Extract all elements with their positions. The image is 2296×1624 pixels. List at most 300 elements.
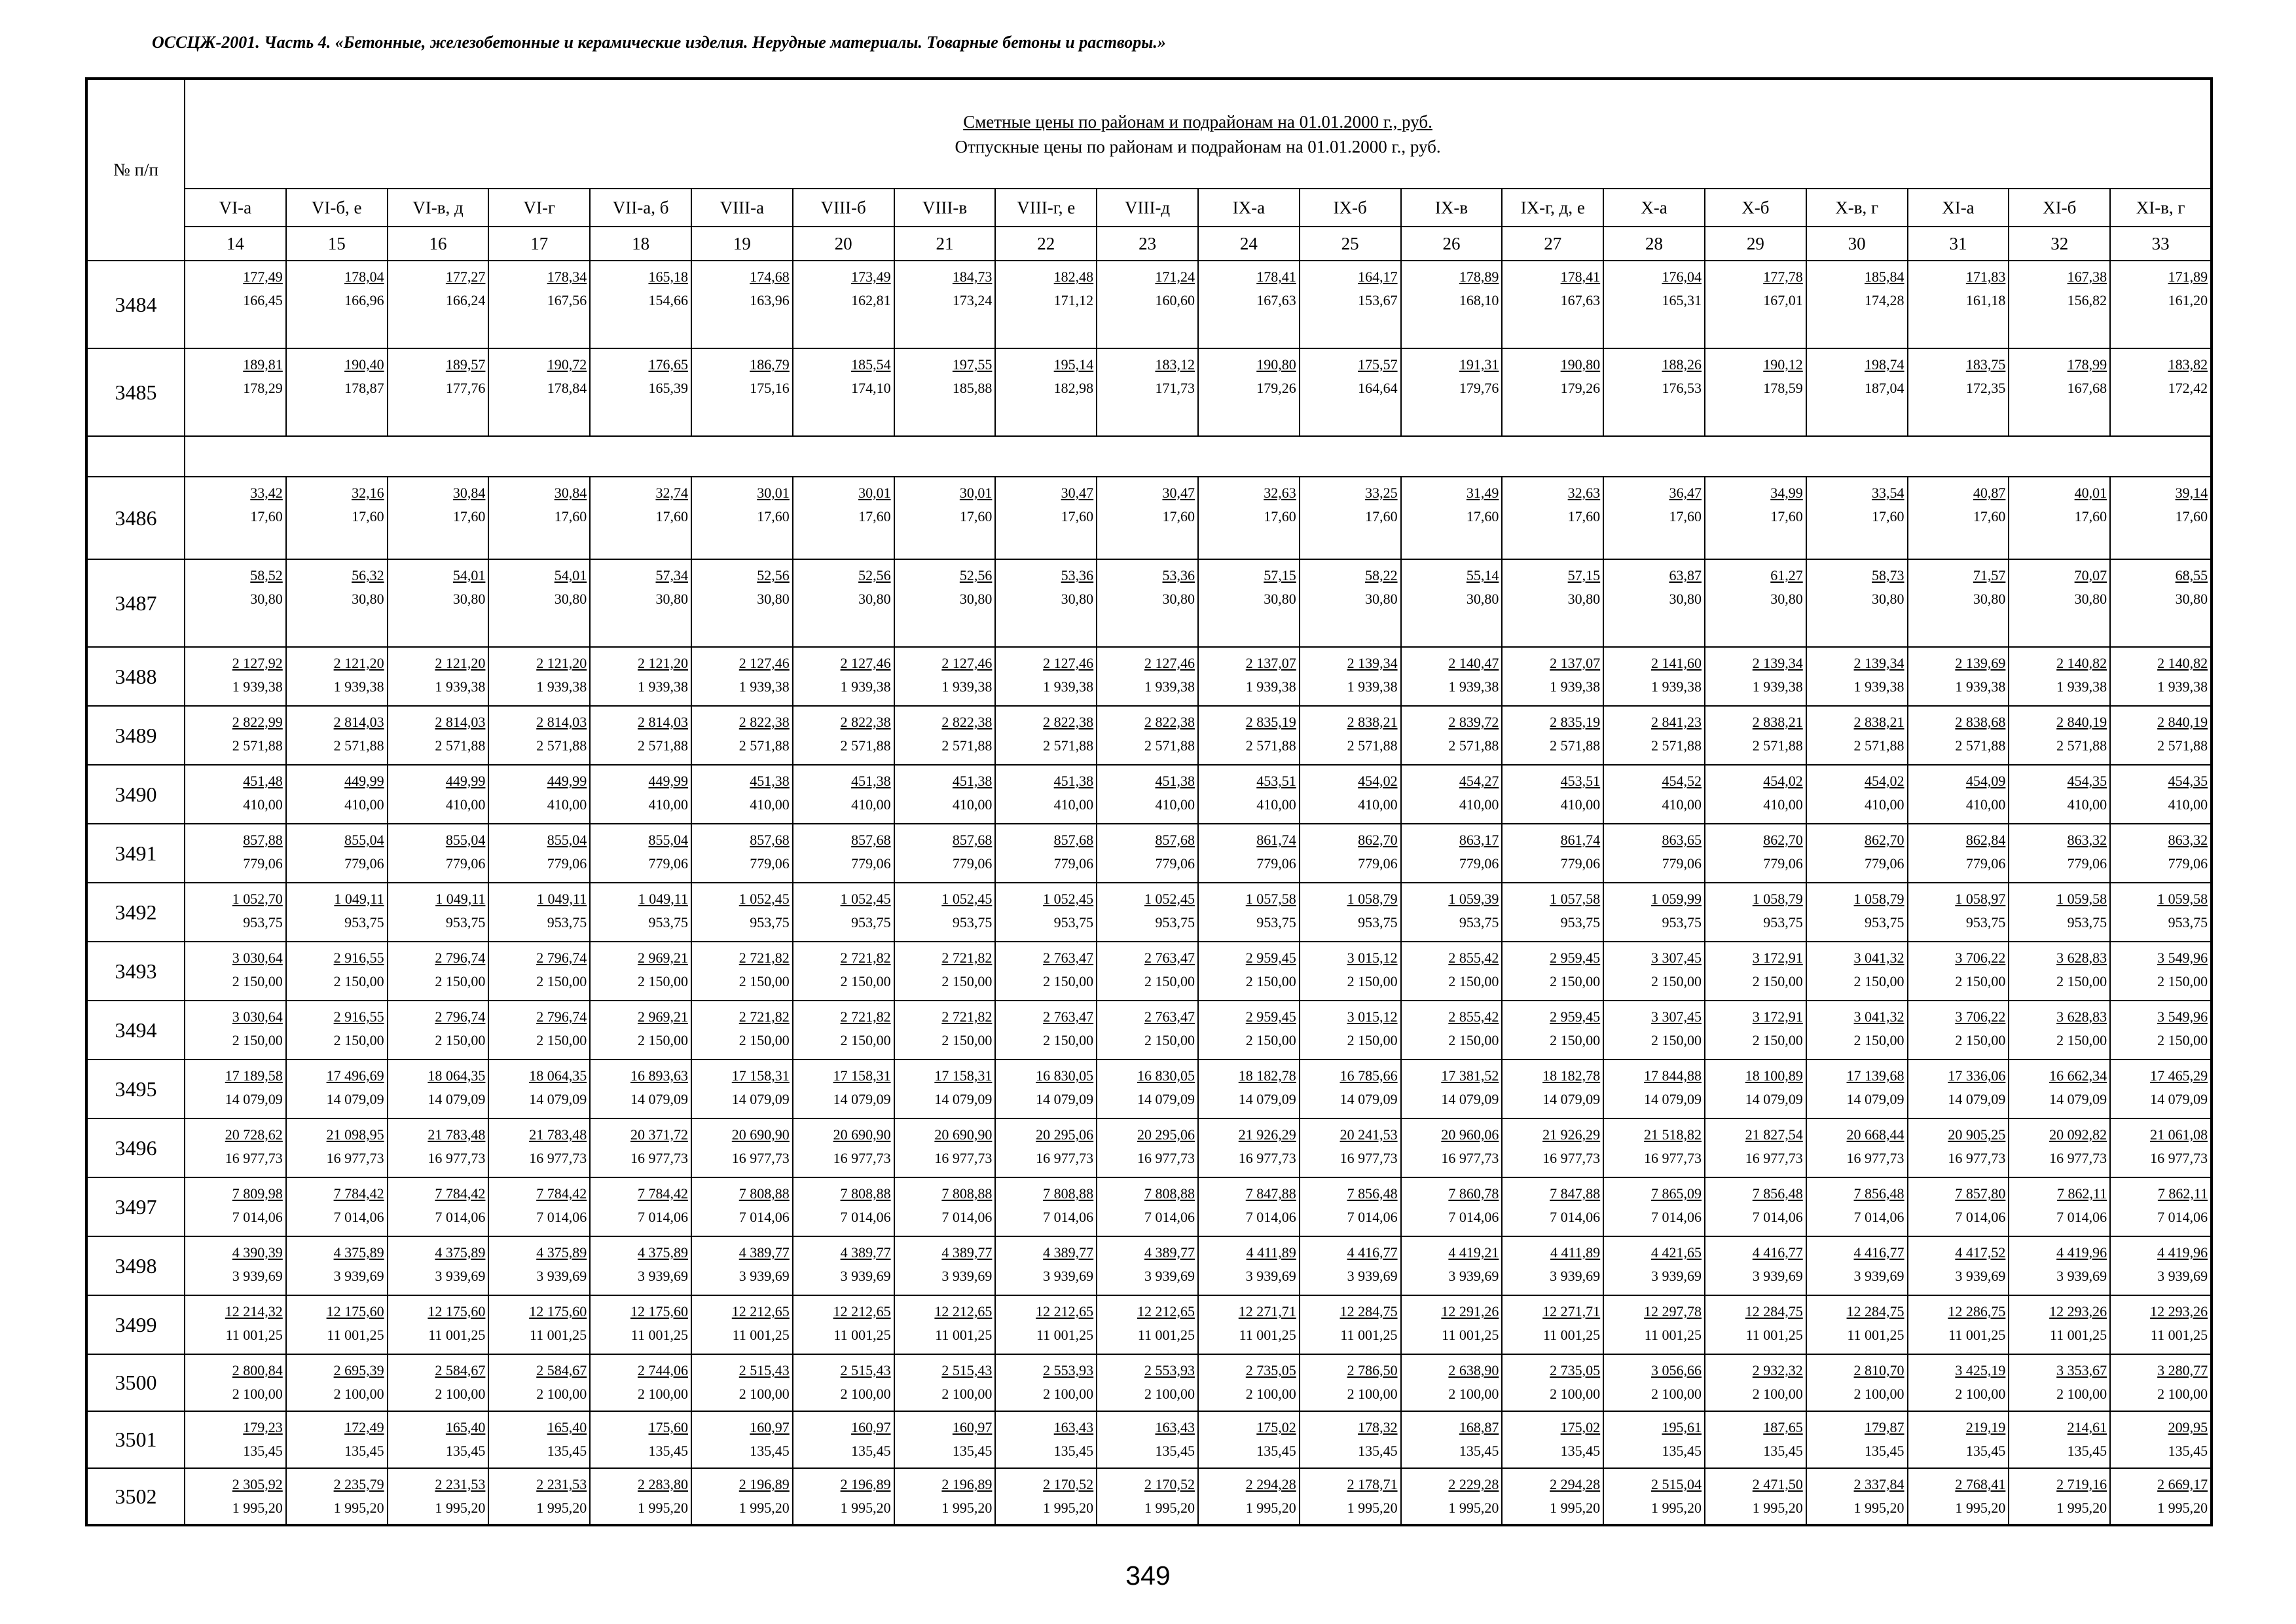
price-cell bbox=[1401, 1177, 1503, 1236]
price-cell bbox=[1908, 1236, 2009, 1295]
estimated-price: 12 212,65 bbox=[934, 1303, 993, 1320]
price-cell bbox=[590, 1177, 691, 1236]
estimated-price: 2 235,79 bbox=[333, 1476, 384, 1492]
release-price: 17,60 bbox=[2074, 508, 2107, 525]
release-price: 2 150,00 bbox=[333, 1032, 384, 1048]
table-row bbox=[86, 1001, 2212, 1060]
release-price: 135,45 bbox=[344, 1443, 384, 1459]
estimated-price: 17 844,88 bbox=[1643, 1067, 1702, 1084]
release-price: 30,80 bbox=[1872, 591, 1904, 607]
row-number: 3502 bbox=[86, 1468, 185, 1525]
price-cell bbox=[286, 559, 388, 647]
estimated-price: 4 417,52 bbox=[1955, 1244, 2006, 1261]
release-price: 410,00 bbox=[445, 796, 486, 813]
price-cell bbox=[793, 477, 894, 559]
estimated-price: 4 419,21 bbox=[1448, 1244, 1499, 1261]
release-price: 1 995,20 bbox=[1853, 1500, 1904, 1516]
estimated-price: 454,27 bbox=[1459, 773, 1499, 789]
release-price: 14 079,09 bbox=[1846, 1091, 1904, 1107]
column-header: XI-а bbox=[1908, 189, 2009, 227]
estimated-price: 16 830,05 bbox=[1137, 1067, 1195, 1084]
price-cell bbox=[2110, 477, 2212, 559]
price-cell bbox=[2110, 559, 2212, 647]
release-price: 16 977,73 bbox=[731, 1150, 790, 1166]
release-price: 2 100,00 bbox=[941, 1386, 993, 1402]
estimated-price: 7 784,42 bbox=[536, 1185, 587, 1202]
price-cell bbox=[1502, 824, 1603, 883]
release-price: 953,75 bbox=[445, 914, 486, 931]
release-price: 779,06 bbox=[648, 855, 688, 872]
release-price: 2 100,00 bbox=[1752, 1386, 1803, 1402]
estimated-price: 2 959,45 bbox=[1245, 1008, 1296, 1025]
release-price: 2 150,00 bbox=[1144, 1032, 1195, 1048]
price-cell bbox=[185, 765, 286, 824]
price-cell bbox=[590, 647, 691, 706]
price-cell bbox=[388, 1468, 489, 1525]
release-price: 182,98 bbox=[1053, 380, 1094, 396]
release-price: 11 001,25 bbox=[2150, 1327, 2208, 1343]
estimated-price: 190,72 bbox=[547, 356, 587, 373]
release-price: 953,75 bbox=[1155, 914, 1195, 931]
estimated-price: 7 862,11 bbox=[2056, 1185, 2107, 1202]
estimated-price: 453,51 bbox=[1256, 773, 1296, 789]
release-price: 3 939,69 bbox=[333, 1268, 384, 1284]
price-cell bbox=[1502, 477, 1603, 559]
release-price: 953,75 bbox=[1865, 914, 1904, 931]
price-cell bbox=[1603, 824, 1705, 883]
price-cell bbox=[1198, 824, 1300, 883]
release-price: 2 571,88 bbox=[232, 737, 283, 754]
price-cell bbox=[1603, 477, 1705, 559]
price-cell bbox=[1502, 1001, 1603, 1060]
estimated-price: 164,17 bbox=[1358, 268, 1398, 285]
estimated-price: 2 719,16 bbox=[2056, 1476, 2107, 1492]
price-cell bbox=[488, 1411, 590, 1468]
estimated-price: 7 784,42 bbox=[435, 1185, 486, 1202]
column-number: 25 bbox=[1300, 227, 1401, 261]
price-cell bbox=[1705, 1001, 1806, 1060]
price-cell bbox=[2009, 1295, 2110, 1354]
release-price: 135,45 bbox=[1155, 1443, 1195, 1459]
price-cell bbox=[1401, 1001, 1503, 1060]
release-price: 2 150,00 bbox=[637, 973, 688, 989]
price-table bbox=[85, 77, 2213, 1526]
price-cell bbox=[488, 348, 590, 436]
estimated-price: 7 808,88 bbox=[738, 1185, 790, 1202]
release-price: 11 001,25 bbox=[2049, 1327, 2107, 1343]
release-price: 2 150,00 bbox=[1955, 1032, 2006, 1048]
estimated-price: 21 098,95 bbox=[326, 1126, 384, 1143]
estimated-price: 2 721,82 bbox=[840, 1008, 891, 1025]
release-price: 779,06 bbox=[1358, 855, 1398, 872]
estimated-price: 30,01 bbox=[858, 485, 891, 501]
release-price: 174,28 bbox=[1865, 292, 1904, 308]
release-price: 135,45 bbox=[1763, 1443, 1803, 1459]
price-cell bbox=[894, 1411, 996, 1468]
price-cell bbox=[691, 1001, 793, 1060]
price-cell bbox=[488, 883, 590, 942]
release-price: 1 995,20 bbox=[840, 1500, 891, 1516]
row-number: 3496 bbox=[86, 1118, 185, 1177]
price-cell bbox=[286, 647, 388, 706]
price-cell bbox=[1198, 261, 1300, 348]
price-cell bbox=[1806, 1118, 1908, 1177]
estimated-price: 16 893,63 bbox=[630, 1067, 688, 1084]
release-price: 2 100,00 bbox=[2056, 1386, 2107, 1402]
price-cell bbox=[1502, 765, 1603, 824]
estimated-price: 178,04 bbox=[344, 268, 384, 285]
estimated-price: 7 808,88 bbox=[1144, 1185, 1195, 1202]
release-price: 178,29 bbox=[243, 380, 283, 396]
estimated-price: 1 057,58 bbox=[1550, 891, 1601, 907]
release-price: 2 571,88 bbox=[1650, 737, 1702, 754]
price-cell bbox=[995, 477, 1097, 559]
estimated-price: 2 196,89 bbox=[941, 1476, 993, 1492]
price-cell bbox=[1603, 765, 1705, 824]
release-price: 7 014,06 bbox=[637, 1209, 688, 1225]
price-cell bbox=[488, 1468, 590, 1525]
estimated-price: 2 137,07 bbox=[1245, 655, 1296, 671]
price-cell bbox=[590, 765, 691, 824]
release-price: 1 939,38 bbox=[536, 678, 587, 695]
release-price: 2 150,00 bbox=[1448, 973, 1499, 989]
estimated-price: 857,68 bbox=[750, 832, 790, 848]
release-price: 135,45 bbox=[547, 1443, 587, 1459]
price-cell bbox=[286, 1118, 388, 1177]
price-cell bbox=[286, 348, 388, 436]
price-cell bbox=[1401, 1354, 1503, 1411]
price-cell bbox=[388, 765, 489, 824]
estimated-price: 54,01 bbox=[452, 567, 486, 583]
release-price: 163,96 bbox=[750, 292, 790, 308]
estimated-price: 449,99 bbox=[547, 773, 587, 789]
estimated-price: 165,40 bbox=[445, 1419, 486, 1435]
release-price: 30,80 bbox=[554, 591, 587, 607]
release-price: 779,06 bbox=[1965, 855, 2006, 872]
estimated-price: 1 057,58 bbox=[1245, 891, 1296, 907]
price-cell bbox=[793, 1177, 894, 1236]
release-price: 3 939,69 bbox=[1347, 1268, 1398, 1284]
release-price: 7 014,06 bbox=[435, 1209, 486, 1225]
price-cell bbox=[1097, 765, 1198, 824]
table-row bbox=[86, 1295, 2212, 1354]
price-cell bbox=[1908, 706, 2009, 765]
table-row bbox=[86, 1354, 2212, 1411]
price-cell bbox=[1300, 647, 1401, 706]
release-price: 2 150,00 bbox=[1650, 1032, 1702, 1048]
price-cell bbox=[995, 1295, 1097, 1354]
estimated-price: 2 721,82 bbox=[941, 1008, 993, 1025]
price-cell bbox=[894, 1354, 996, 1411]
table-row bbox=[86, 765, 2212, 824]
column-number: 30 bbox=[1806, 227, 1908, 261]
estimated-price: 7 856,48 bbox=[1752, 1185, 1803, 1202]
estimated-price: 3 307,45 bbox=[1650, 950, 1702, 966]
column-header: VII-а, б bbox=[590, 189, 691, 227]
estimated-price: 16 785,66 bbox=[1339, 1067, 1398, 1084]
release-price: 17,60 bbox=[1770, 508, 1803, 525]
price-cell bbox=[1097, 883, 1198, 942]
release-price: 2 150,00 bbox=[1245, 1032, 1296, 1048]
price-cell bbox=[793, 706, 894, 765]
price-cell bbox=[488, 1177, 590, 1236]
estimated-price: 2 721,82 bbox=[738, 1008, 790, 1025]
release-price: 172,42 bbox=[2168, 380, 2208, 396]
table-row bbox=[86, 1118, 2212, 1177]
estimated-price: 2 800,84 bbox=[232, 1362, 283, 1378]
estimated-price: 4 375,89 bbox=[536, 1244, 587, 1261]
price-cell bbox=[2009, 824, 2110, 883]
price-cell bbox=[2009, 1411, 2110, 1468]
release-price: 30,80 bbox=[1365, 591, 1398, 607]
release-price: 162,81 bbox=[851, 292, 891, 308]
price-cell bbox=[1097, 559, 1198, 647]
estimated-price: 2 515,43 bbox=[738, 1362, 790, 1378]
release-price: 11 001,25 bbox=[327, 1327, 384, 1343]
estimated-price: 4 389,77 bbox=[1043, 1244, 1094, 1261]
estimated-price: 32,16 bbox=[352, 485, 384, 501]
release-price: 410,00 bbox=[344, 796, 384, 813]
price-cell bbox=[388, 1295, 489, 1354]
release-price: 179,26 bbox=[1256, 380, 1296, 396]
release-price: 2 571,88 bbox=[941, 737, 993, 754]
price-cell bbox=[995, 647, 1097, 706]
release-price: 7 014,06 bbox=[941, 1209, 993, 1225]
price-cell bbox=[691, 1177, 793, 1236]
price-cell bbox=[1908, 824, 2009, 883]
price-cell bbox=[1908, 1118, 2009, 1177]
price-cell bbox=[1705, 261, 1806, 348]
price-cell bbox=[1300, 477, 1401, 559]
estimated-price: 3 015,12 bbox=[1347, 1008, 1398, 1025]
release-price: 173,24 bbox=[952, 292, 993, 308]
release-price: 16 977,73 bbox=[225, 1150, 283, 1166]
price-cell bbox=[590, 261, 691, 348]
price-cell bbox=[388, 1001, 489, 1060]
estimated-price: 857,68 bbox=[851, 832, 891, 848]
release-price: 7 014,06 bbox=[738, 1209, 790, 1225]
table-title-line2: Отпускные цены по районам и подрайонам на 01.01.2000 г., руб. bbox=[955, 136, 1441, 157]
section-separator-row bbox=[86, 436, 2212, 477]
release-price: 30,80 bbox=[452, 591, 486, 607]
price-cell bbox=[1705, 1354, 1806, 1411]
release-price: 2 150,00 bbox=[1650, 973, 1702, 989]
price-cell bbox=[995, 1354, 1097, 1411]
release-price: 2 571,88 bbox=[738, 737, 790, 754]
release-price: 2 100,00 bbox=[536, 1386, 587, 1402]
price-cell bbox=[1806, 559, 1908, 647]
release-price: 2 150,00 bbox=[1448, 1032, 1499, 1048]
release-price: 30,80 bbox=[1264, 591, 1296, 607]
estimated-price: 2 140,47 bbox=[1448, 655, 1499, 671]
estimated-price: 32,63 bbox=[1264, 485, 1296, 501]
estimated-price: 3 628,83 bbox=[2056, 950, 2107, 966]
price-cell bbox=[995, 1118, 1097, 1177]
estimated-price: 2 337,84 bbox=[1853, 1476, 1904, 1492]
price-cell bbox=[1705, 1118, 1806, 1177]
estimated-price: 1 052,45 bbox=[738, 891, 790, 907]
estimated-price: 2 959,45 bbox=[1245, 950, 1296, 966]
price-cell bbox=[894, 261, 996, 348]
price-cell bbox=[1908, 942, 2009, 1001]
price-cell bbox=[691, 647, 793, 706]
estimated-price: 20 728,62 bbox=[225, 1126, 283, 1143]
price-cell bbox=[286, 1468, 388, 1525]
price-cell bbox=[488, 647, 590, 706]
release-price: 16 977,73 bbox=[428, 1150, 486, 1166]
release-price: 178,87 bbox=[344, 380, 384, 396]
release-price: 2 150,00 bbox=[1550, 973, 1601, 989]
release-price: 779,06 bbox=[750, 855, 790, 872]
estimated-price: 451,38 bbox=[1053, 773, 1094, 789]
price-cell bbox=[2110, 1236, 2212, 1295]
price-cell bbox=[1198, 1295, 1300, 1354]
price-cell bbox=[286, 1060, 388, 1118]
estimated-price: 2 139,34 bbox=[1752, 655, 1803, 671]
column-number: 31 bbox=[1908, 227, 2009, 261]
price-cell bbox=[2009, 1060, 2110, 1118]
estimated-price: 3 030,64 bbox=[232, 1008, 283, 1025]
price-cell bbox=[590, 706, 691, 765]
estimated-price: 34,99 bbox=[1770, 485, 1803, 501]
estimated-price: 4 416,77 bbox=[1853, 1244, 1904, 1261]
release-price: 2 100,00 bbox=[840, 1386, 891, 1402]
estimated-price: 1 049,11 bbox=[435, 891, 486, 907]
price-cell bbox=[2009, 348, 2110, 436]
estimated-price: 178,41 bbox=[1560, 268, 1601, 285]
estimated-price: 857,88 bbox=[243, 832, 283, 848]
estimated-price: 7 857,80 bbox=[1955, 1185, 2006, 1202]
estimated-price: 3 172,91 bbox=[1752, 1008, 1803, 1025]
estimated-price: 177,49 bbox=[243, 268, 283, 285]
release-price: 410,00 bbox=[1459, 796, 1499, 813]
price-cell bbox=[1603, 1060, 1705, 1118]
price-cell bbox=[185, 1468, 286, 1525]
price-cell bbox=[691, 824, 793, 883]
price-cell bbox=[2110, 1354, 2212, 1411]
price-cell bbox=[1603, 1354, 1705, 1411]
price-cell bbox=[894, 1236, 996, 1295]
price-cell bbox=[1097, 824, 1198, 883]
estimated-price: 185,84 bbox=[1865, 268, 1904, 285]
price-cell bbox=[286, 706, 388, 765]
estimated-price: 20 371,72 bbox=[630, 1126, 688, 1143]
estimated-price: 2 838,21 bbox=[1347, 714, 1398, 730]
release-price: 166,24 bbox=[445, 292, 486, 308]
price-cell bbox=[1097, 1177, 1198, 1236]
estimated-price: 175,57 bbox=[1358, 356, 1398, 373]
column-header: IX-г, д, е bbox=[1502, 189, 1603, 227]
price-cell bbox=[2110, 706, 2212, 765]
release-price: 1 939,38 bbox=[637, 678, 688, 695]
price-cell bbox=[1806, 824, 1908, 883]
release-price: 17,60 bbox=[1567, 508, 1601, 525]
estimated-price: 449,99 bbox=[344, 773, 384, 789]
price-cell bbox=[185, 348, 286, 436]
estimated-price: 2 822,99 bbox=[232, 714, 283, 730]
release-price: 953,75 bbox=[648, 914, 688, 931]
estimated-price: 2 231,53 bbox=[536, 1476, 587, 1492]
price-cell bbox=[1908, 1354, 2009, 1411]
estimated-price: 2 139,34 bbox=[1853, 655, 1904, 671]
release-price: 30,80 bbox=[757, 591, 790, 607]
estimated-price: 2 835,19 bbox=[1550, 714, 1601, 730]
price-cell bbox=[1705, 348, 1806, 436]
price-cell bbox=[1908, 647, 2009, 706]
estimated-price: 2 814,03 bbox=[536, 714, 587, 730]
price-cell bbox=[286, 1295, 388, 1354]
estimated-price: 2 796,74 bbox=[435, 1008, 486, 1025]
price-cell bbox=[995, 824, 1097, 883]
price-cell bbox=[1097, 1468, 1198, 1525]
price-cell bbox=[1806, 1468, 1908, 1525]
release-price: 1 939,38 bbox=[1955, 678, 2006, 695]
release-price: 3 939,69 bbox=[840, 1268, 891, 1284]
price-cell bbox=[185, 883, 286, 942]
estimated-price: 2 916,55 bbox=[333, 950, 384, 966]
release-price: 30,80 bbox=[2175, 591, 2208, 607]
release-price: 2 150,00 bbox=[435, 973, 486, 989]
column-number: 28 bbox=[1603, 227, 1705, 261]
price-cell bbox=[1603, 1177, 1705, 1236]
release-price: 2 150,00 bbox=[1043, 1032, 1094, 1048]
release-price: 779,06 bbox=[1763, 855, 1803, 872]
price-cell bbox=[1198, 1468, 1300, 1525]
release-price: 2 100,00 bbox=[1955, 1386, 2006, 1402]
estimated-price: 20 690,90 bbox=[731, 1126, 790, 1143]
release-price: 1 995,20 bbox=[2056, 1500, 2107, 1516]
release-price: 17,60 bbox=[2175, 508, 2208, 525]
price-cell bbox=[1097, 1354, 1198, 1411]
price-cell bbox=[2009, 559, 2110, 647]
release-price: 172,35 bbox=[1965, 380, 2006, 396]
release-price: 1 939,38 bbox=[2056, 678, 2107, 695]
release-price: 11 001,25 bbox=[1847, 1327, 1904, 1343]
release-price: 30,80 bbox=[1770, 591, 1803, 607]
price-cell bbox=[388, 883, 489, 942]
release-price: 171,12 bbox=[1053, 292, 1094, 308]
price-cell bbox=[793, 1468, 894, 1525]
row-number: 3495 bbox=[86, 1060, 185, 1118]
release-price: 167,68 bbox=[2067, 380, 2107, 396]
release-price: 410,00 bbox=[1358, 796, 1398, 813]
price-cell bbox=[1198, 559, 1300, 647]
release-price: 7 014,06 bbox=[1752, 1209, 1803, 1225]
price-cell bbox=[1908, 1001, 2009, 1060]
estimated-price: 2 786,50 bbox=[1347, 1362, 1398, 1378]
release-price: 2 150,00 bbox=[435, 1032, 486, 1048]
release-price: 14 079,09 bbox=[1542, 1091, 1601, 1107]
release-price: 11 001,25 bbox=[1340, 1327, 1398, 1343]
price-cell bbox=[894, 883, 996, 942]
price-cell bbox=[2110, 348, 2212, 436]
estimated-price: 56,32 bbox=[352, 567, 384, 583]
release-price: 14 079,09 bbox=[1137, 1091, 1195, 1107]
price-cell bbox=[691, 1411, 793, 1468]
estimated-price: 183,12 bbox=[1155, 356, 1195, 373]
price-cell bbox=[1502, 1468, 1603, 1525]
estimated-price: 3 549,96 bbox=[2157, 1008, 2208, 1025]
estimated-price: 12 271,71 bbox=[1238, 1303, 1296, 1320]
release-price: 17,60 bbox=[1365, 508, 1398, 525]
release-price: 2 150,00 bbox=[232, 973, 283, 989]
estimated-price: 18 182,78 bbox=[1238, 1067, 1296, 1084]
price-cell bbox=[1401, 824, 1503, 883]
release-price: 14 079,09 bbox=[2150, 1091, 2208, 1107]
price-cell bbox=[1300, 1354, 1401, 1411]
estimated-price: 20 690,90 bbox=[833, 1126, 891, 1143]
estimated-price: 174,68 bbox=[750, 268, 790, 285]
